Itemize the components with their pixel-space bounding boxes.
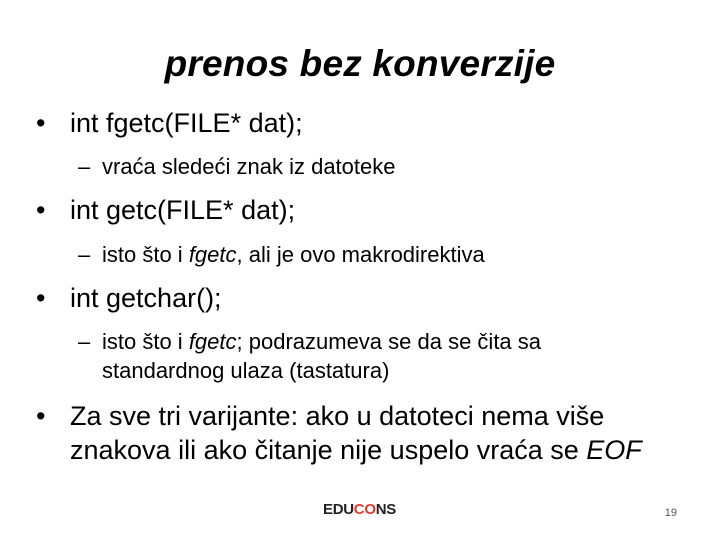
bullet-dot: • — [36, 108, 46, 138]
dash-marker: – — [78, 329, 91, 354]
logo-text-part: EDU — [323, 501, 354, 518]
bullet-text: int getchar(); — [70, 283, 222, 313]
sub-text — [102, 152, 680, 181]
sub-text-part: isto što i — [102, 329, 189, 354]
sub-item-3 — [78, 327, 620, 385]
bullet-text-part: Za sve tri varijante: ako u datoteci nema više znakova ili ako čitanje nije uspelo vraća se — [70, 401, 605, 465]
sub-text-part: ; podrazumeva se da se čita sa standardnog ulaza (tastatura) — [102, 329, 542, 383]
bullet-text — [70, 399, 684, 467]
slide-title: prenos bez konverzije — [164, 43, 556, 84]
sub-text — [102, 327, 620, 385]
sub-text-part: vraća sledeći znak iz datoteke — [102, 154, 396, 179]
bullet-dot: • — [36, 195, 46, 225]
bullet-item-1 — [36, 106, 680, 140]
dash-marker: – — [78, 154, 91, 179]
sub-text-part: , ali je ovo makrodirektiva — [236, 242, 485, 267]
bullet-text-italic: EOF — [586, 435, 642, 465]
page-number: 19 — [664, 507, 677, 519]
sub-text-italic: fgetc — [188, 329, 237, 354]
sub-text-italic: fgetc — [188, 242, 237, 267]
bullet-item-2 — [36, 193, 680, 227]
logo-text-part: NS — [375, 501, 396, 518]
sub-item-1 — [78, 152, 680, 181]
bullet-text: int getc(FILE* dat); — [70, 195, 296, 225]
dash-marker: – — [78, 242, 91, 267]
bullet-text: int fgetc(FILE* dat); — [70, 108, 303, 138]
bullet-dot: • — [36, 283, 46, 313]
sub-item-2 — [78, 240, 680, 269]
educons-logo — [323, 501, 396, 518]
logo-accent-part: CO — [353, 501, 376, 518]
sub-text-part: isto što i — [102, 242, 189, 267]
bullet-dot: • — [36, 401, 46, 431]
bullet-item-4 — [36, 399, 684, 467]
sub-text — [102, 240, 680, 269]
bullet-item-3 — [36, 281, 680, 315]
